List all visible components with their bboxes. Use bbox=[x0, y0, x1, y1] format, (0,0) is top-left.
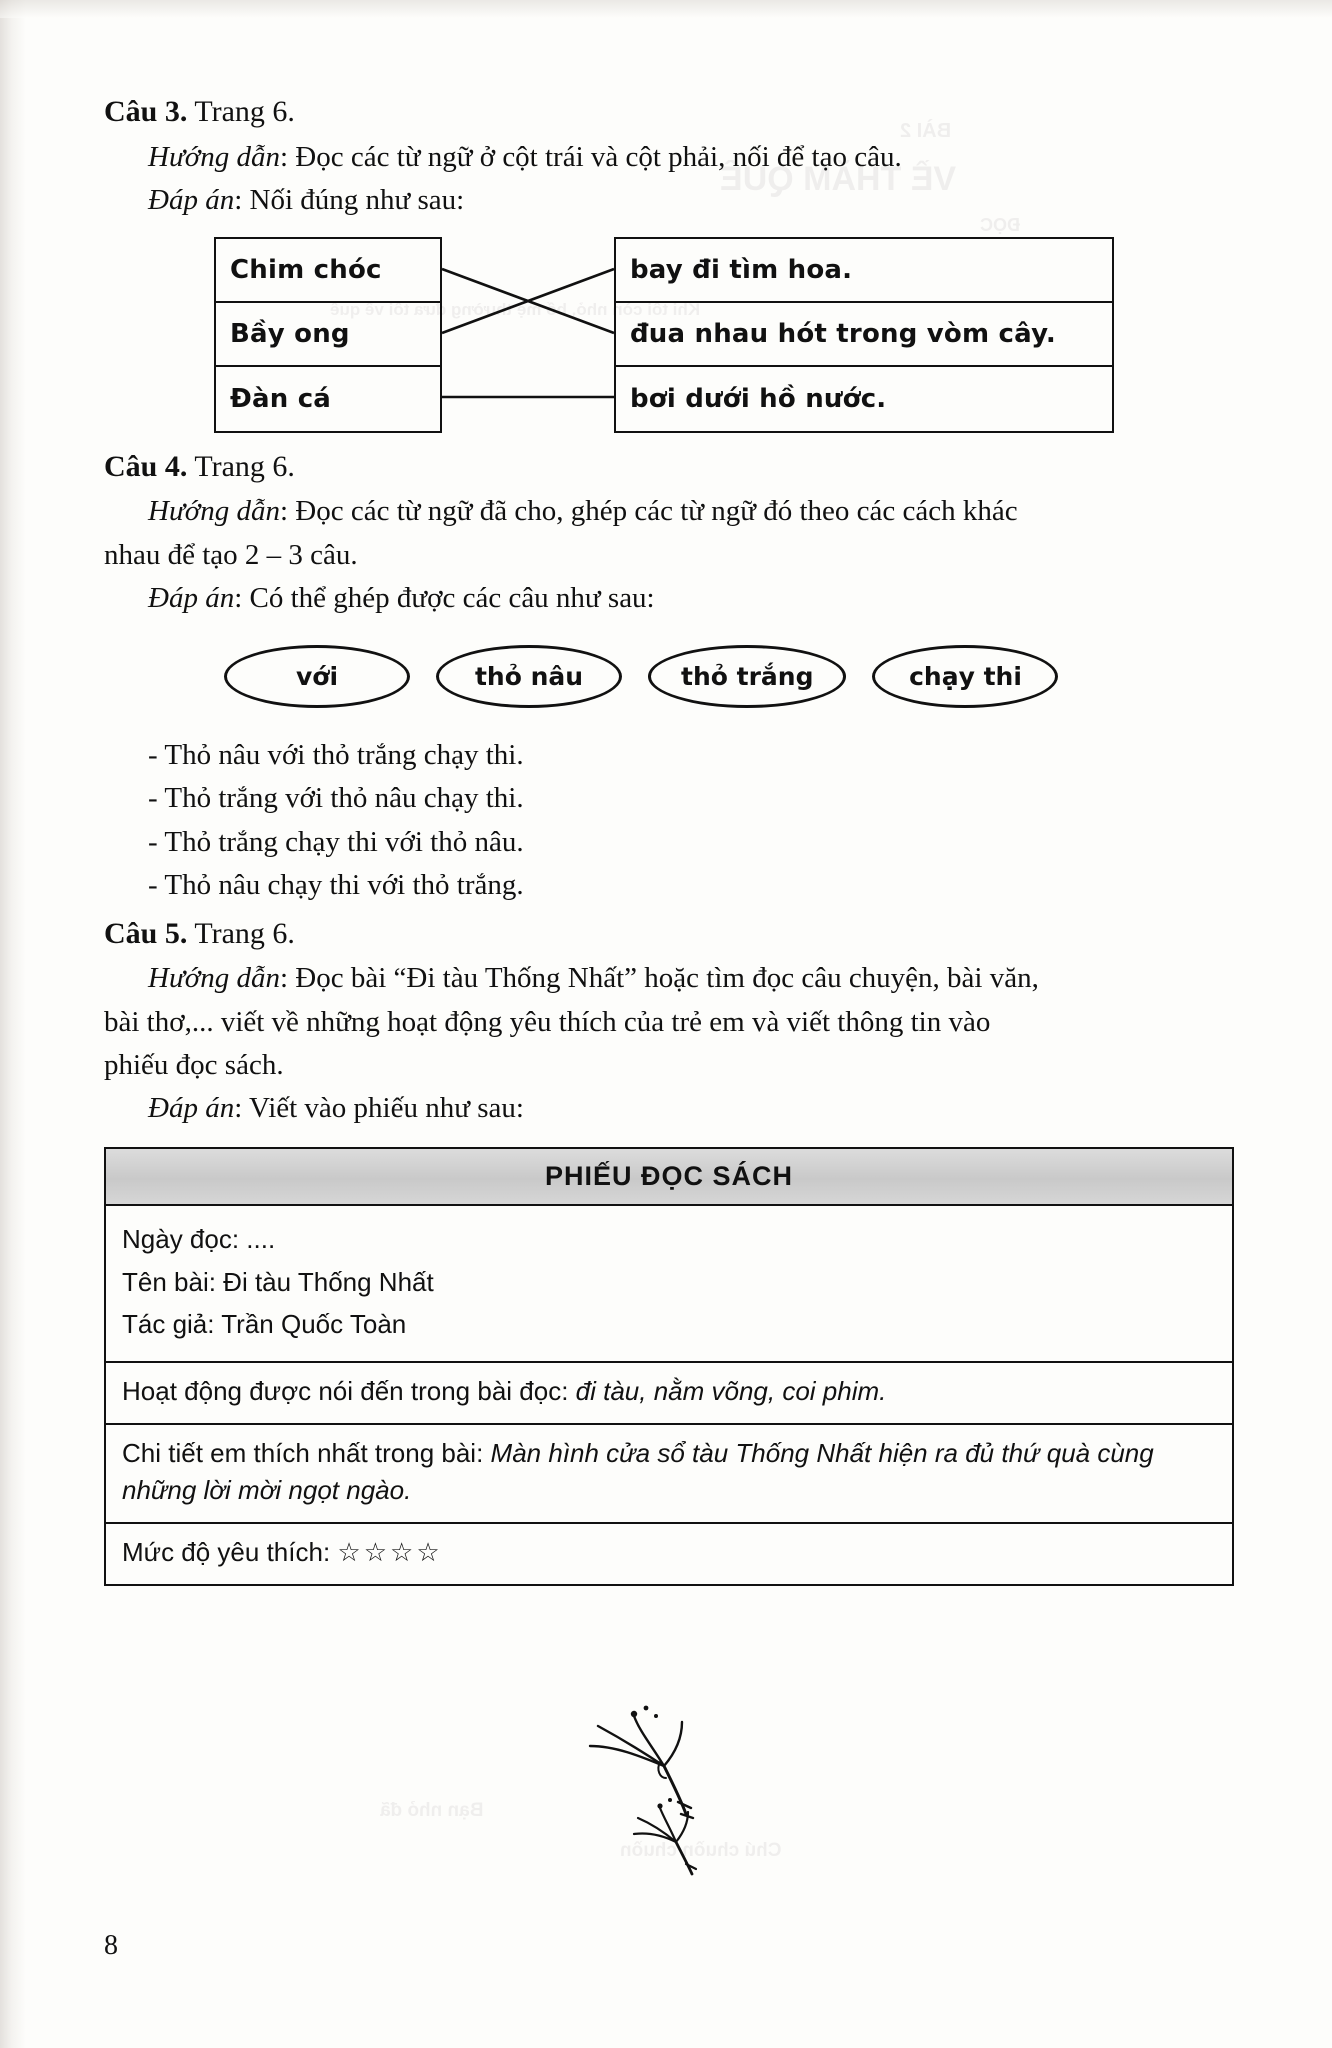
matching-right-column bbox=[614, 237, 1114, 433]
reading-card-activities-value: đi tàu, nằm võng, coi phim. bbox=[575, 1376, 887, 1407]
reading-card-title-label: Tên bài: bbox=[122, 1266, 224, 1297]
answer-label: Đáp án bbox=[148, 581, 235, 614]
reading-card-title-field bbox=[122, 1264, 1216, 1302]
cau5-answer bbox=[104, 1088, 1234, 1129]
cau4-guide bbox=[104, 491, 1234, 532]
reading-card-row-identity bbox=[106, 1206, 1232, 1363]
matching-connector-lines bbox=[442, 237, 614, 429]
reading-card-detail-value: Màn hình cửa sổ tàu Thống Nhất hiện ra đủ thứ quà cùng những lời mời ngọt ngào. bbox=[122, 1437, 1154, 1506]
reading-card-detail-label: Chi tiết em thích nhất trong bài: bbox=[122, 1437, 491, 1468]
cau3-heading-number: Câu 3. bbox=[104, 95, 188, 128]
reading-card-date: Ngày đọc: .... bbox=[122, 1224, 276, 1255]
matching-left-item: Đàn cá bbox=[230, 383, 332, 414]
cau4-guide-line2: nhau để tạo 2 – 3 câu. bbox=[104, 538, 358, 571]
bleed-text: Khi tôi còn nhỏ, bố mẹ thường đưa tôi về quê bbox=[330, 300, 701, 319]
matching-left-item: Bầy ong bbox=[216, 303, 440, 367]
dragonfly-decoration bbox=[560, 1690, 780, 1880]
word-bank-oval: thỏ trắng bbox=[648, 645, 846, 708]
reading-card-row-activities bbox=[106, 1363, 1232, 1425]
cau4-heading-number: Câu 4. bbox=[104, 449, 188, 483]
reading-card-author-field bbox=[122, 1306, 1216, 1344]
cau4-heading-page: Trang 6. bbox=[187, 449, 295, 483]
cau4-sentence: - Thỏ nâu chạy thi với thỏ trắng. bbox=[148, 869, 524, 902]
cau3-heading bbox=[104, 92, 1234, 133]
answer-text: : Có thể ghép được các câu như sau: bbox=[234, 581, 655, 614]
matching-right-item: bay đi tìm hoa. bbox=[616, 239, 1112, 303]
star-rating-icon: ☆☆☆☆ bbox=[337, 1537, 443, 1568]
guide-label: Hướng dẫn bbox=[148, 140, 280, 173]
scan-edge-shadow bbox=[0, 0, 26, 2048]
cau5-guide-line2: bài thơ,... viết về những hoạt động yêu thích của trẻ em và viết thông tin vào bbox=[104, 1005, 991, 1038]
cau5-heading bbox=[104, 914, 1234, 955]
word-bank-oval: với bbox=[224, 645, 410, 708]
cau5-heading-number: Câu 5. bbox=[104, 916, 188, 950]
bleed-text: BÀI 2 bbox=[900, 120, 952, 142]
matching-right-item: đua nhau hót trong vòm cây. bbox=[616, 303, 1112, 367]
answer-text: : Viết vào phiếu như sau: bbox=[234, 1091, 524, 1124]
cau4-heading bbox=[104, 447, 1234, 488]
reading-card-activities-label: Hoạt động được nói đến trong bài đọc: bbox=[122, 1376, 576, 1407]
word-bank-oval: chạy thi bbox=[872, 645, 1058, 708]
cau3-heading-page: Trang 6. bbox=[187, 95, 295, 128]
reading-card-row-rating bbox=[106, 1524, 1232, 1584]
reading-card bbox=[104, 1147, 1234, 1586]
answer-text: : Nối đúng như sau: bbox=[234, 183, 465, 216]
cau5-guide bbox=[104, 958, 1234, 999]
bleed-text: Bạn nhỏ đã bbox=[380, 1800, 484, 1821]
matching-exercise bbox=[214, 237, 1114, 437]
reading-card-title-value: Đi tàu Thống Nhất bbox=[223, 1266, 434, 1297]
word-bank-oval: thỏ nâu bbox=[436, 645, 622, 708]
reading-card-row-favorite-detail bbox=[106, 1425, 1232, 1524]
cau3-answer bbox=[104, 180, 1234, 221]
reading-card-title: PHIẾU ĐỌC SÁCH bbox=[106, 1149, 1232, 1206]
cau4-sentence: - Thỏ nâu với thỏ trắng chạy thi. bbox=[148, 738, 524, 771]
cau5-guide-line3: phiếu đọc sách. bbox=[104, 1048, 284, 1081]
matching-left-item: Chim chóc bbox=[216, 239, 440, 303]
reading-card-author-value: Trần Quốc Toàn bbox=[221, 1309, 407, 1340]
cau3-guide bbox=[104, 137, 1234, 178]
matching-right-item: bơi dưới hồ nước. bbox=[630, 383, 887, 414]
word-bank bbox=[224, 645, 1234, 708]
bleed-text: ĐỌC bbox=[980, 215, 1020, 235]
cau4-sentence: - Thỏ trắng với thỏ nâu chạy thi. bbox=[148, 782, 524, 815]
reading-card-rating-label: Mức độ yêu thích: bbox=[122, 1537, 338, 1568]
bleed-text: Chú chuồn chuồn bbox=[620, 1840, 782, 1861]
dragonfly-icon bbox=[590, 1706, 693, 1818]
bleed-text: VỀ THĂM QUÊ bbox=[720, 160, 957, 198]
guide-text: : Đọc bài “Đi tàu Thống Nhất” hoặc tìm đọc câu chuyện, bài văn, bbox=[280, 962, 1039, 995]
scan-top-shadow bbox=[0, 0, 1332, 18]
page-number: 8 bbox=[104, 1930, 118, 1961]
dragonfly-icon bbox=[634, 1798, 696, 1874]
page-content bbox=[104, 92, 1234, 1586]
cau4-answer bbox=[104, 578, 1234, 619]
matching-left-column bbox=[214, 237, 442, 433]
guide-label: Hướng dẫn bbox=[148, 962, 280, 995]
answer-label: Đáp án bbox=[148, 183, 235, 216]
answer-label: Đáp án bbox=[148, 1091, 235, 1124]
cau5-heading-page: Trang 6. bbox=[187, 916, 295, 950]
guide-text: : Đọc các từ ngữ ở cột trái và cột phải, nối để tạo câu. bbox=[280, 140, 902, 173]
reading-card-author-label: Tác giả: bbox=[122, 1309, 222, 1340]
cau4-sentence: - Thỏ trắng chạy thi với thỏ nâu. bbox=[148, 825, 524, 858]
guide-label: Hướng dẫn bbox=[148, 495, 280, 528]
guide-text: : Đọc các từ ngữ đã cho, ghép các từ ngữ đó theo các cách khác bbox=[280, 495, 1018, 528]
